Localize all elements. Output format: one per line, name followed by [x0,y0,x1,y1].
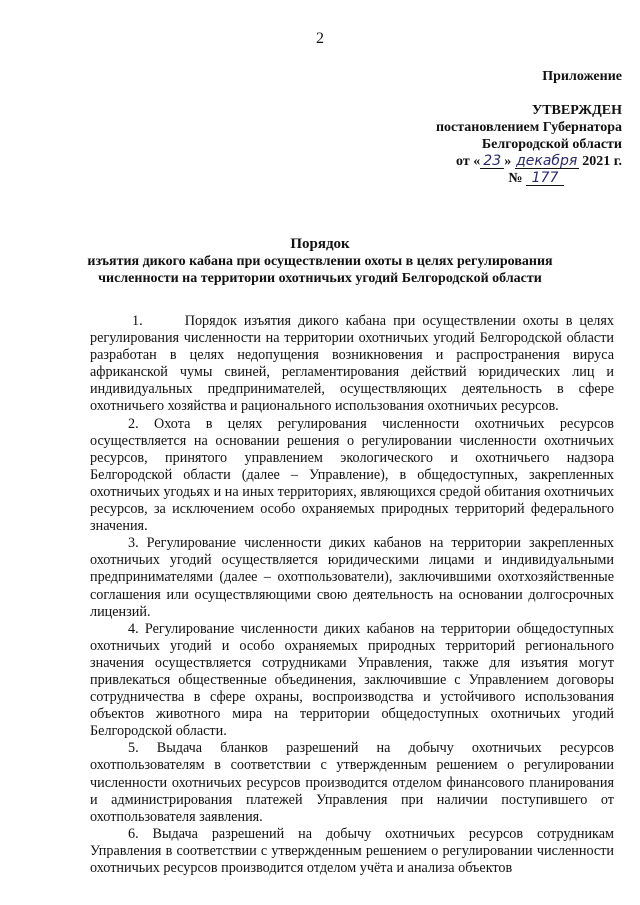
decree-label: постановлением Губернатора [435,120,622,135]
number-prefix: № [508,171,523,186]
title-main: Порядок [290,236,350,252]
approval-date [400,153,622,170]
date-year: 2021 г. [582,154,622,169]
appendix-label: Приложение [542,69,622,84]
title-subtitle-line2: численности на территории охотничьих угодий Белгородской области [98,271,542,286]
paragraph-4: 4. Регулирование численности диких кабанов на территории общедоступных охотничьих угодий и особо охраняемых природных территорий регионального значения осуществляется сотрудниками Управления, также для изъятия могут привлекаться общественные объединения, заключившие с Управлением договоры сотрудничества в сфере охраны, воспроизводства и устойчивого использования объектов животного мира на территории общедоступных охотничьих угодий Белгородской области. [90,620,614,740]
paragraph-2: 2. Охота в целях регулирования численности охотничьих ресурсов осуществляется на основании решения о регулировании численности охотничьих ресурсов, принятого управлением экологического и охотничьего надзора Белгородской области (далее – Управление), в общедоступных, закрепленных охотничьих угодьях и на иных территориях, являющихся средой обитания охотничьих ресурсов, за исключением особо охраняемых природных территорий федерального значения. [90,415,614,535]
title-subtitle-line1: изъятия дикого кабана при осуществлении охоты в целях регулирования [87,254,553,269]
date-mid: » [504,154,512,169]
document-title [60,236,580,287]
page-number: 2 [316,30,324,47]
paragraph-1: 1. Порядок изъятия дикого кабана при осуществлении охоты в целях регулирования численности на территории охотничьих угодий Белгородской области разработан в целях недопущения возникновения и распространения вируса африканской чумы свиней, регламентирования действий юридических лиц и индивидуальных предпринимателей, осуществляющих деятельность в сфере охотничьего хозяйства и рационального использования охотничьих ресурсов. [90,313,614,415]
decree-number: 177 [526,171,564,186]
paragraph-3: 3. Регулирование численности диких кабанов на территории закрепленных охотничьих угодий осуществляется юридическими лицами и индивидуальными предпринимателями (далее – охотпользователи), заключившими охотхозяйственные соглашения или осуществляющими свою деятельность на основании долгосрочных лицензий. [90,535,614,620]
date-month: декабря [516,153,578,169]
document-body [90,313,614,877]
date-day: 23 [480,154,504,169]
paragraph-6: 6. Выдача разрешений на добычу охотничьих ресурсов сотрудникам Управления в соответствии с утвержденным решением о регулировании численности охотничьих ресурсов производится отделом учёта и анализа объектов [90,825,614,876]
approved-label: УТВЕРЖДЕН [531,103,622,118]
approval-number [400,170,622,187]
paragraph-5: 5. Выдача бланков разрешений на добычу охотничьих ресурсов охотпользователям в соответствии с утвержденным решением о регулировании численности охотничьих ресурсов производится отделом финансового планирования и администрирования платежей Управления при наличии поступившего от охотпользователя заявления. [90,740,614,825]
approval-block [400,68,622,187]
date-prefix: от « [456,154,481,169]
region-label: Белгородской области [481,137,622,152]
